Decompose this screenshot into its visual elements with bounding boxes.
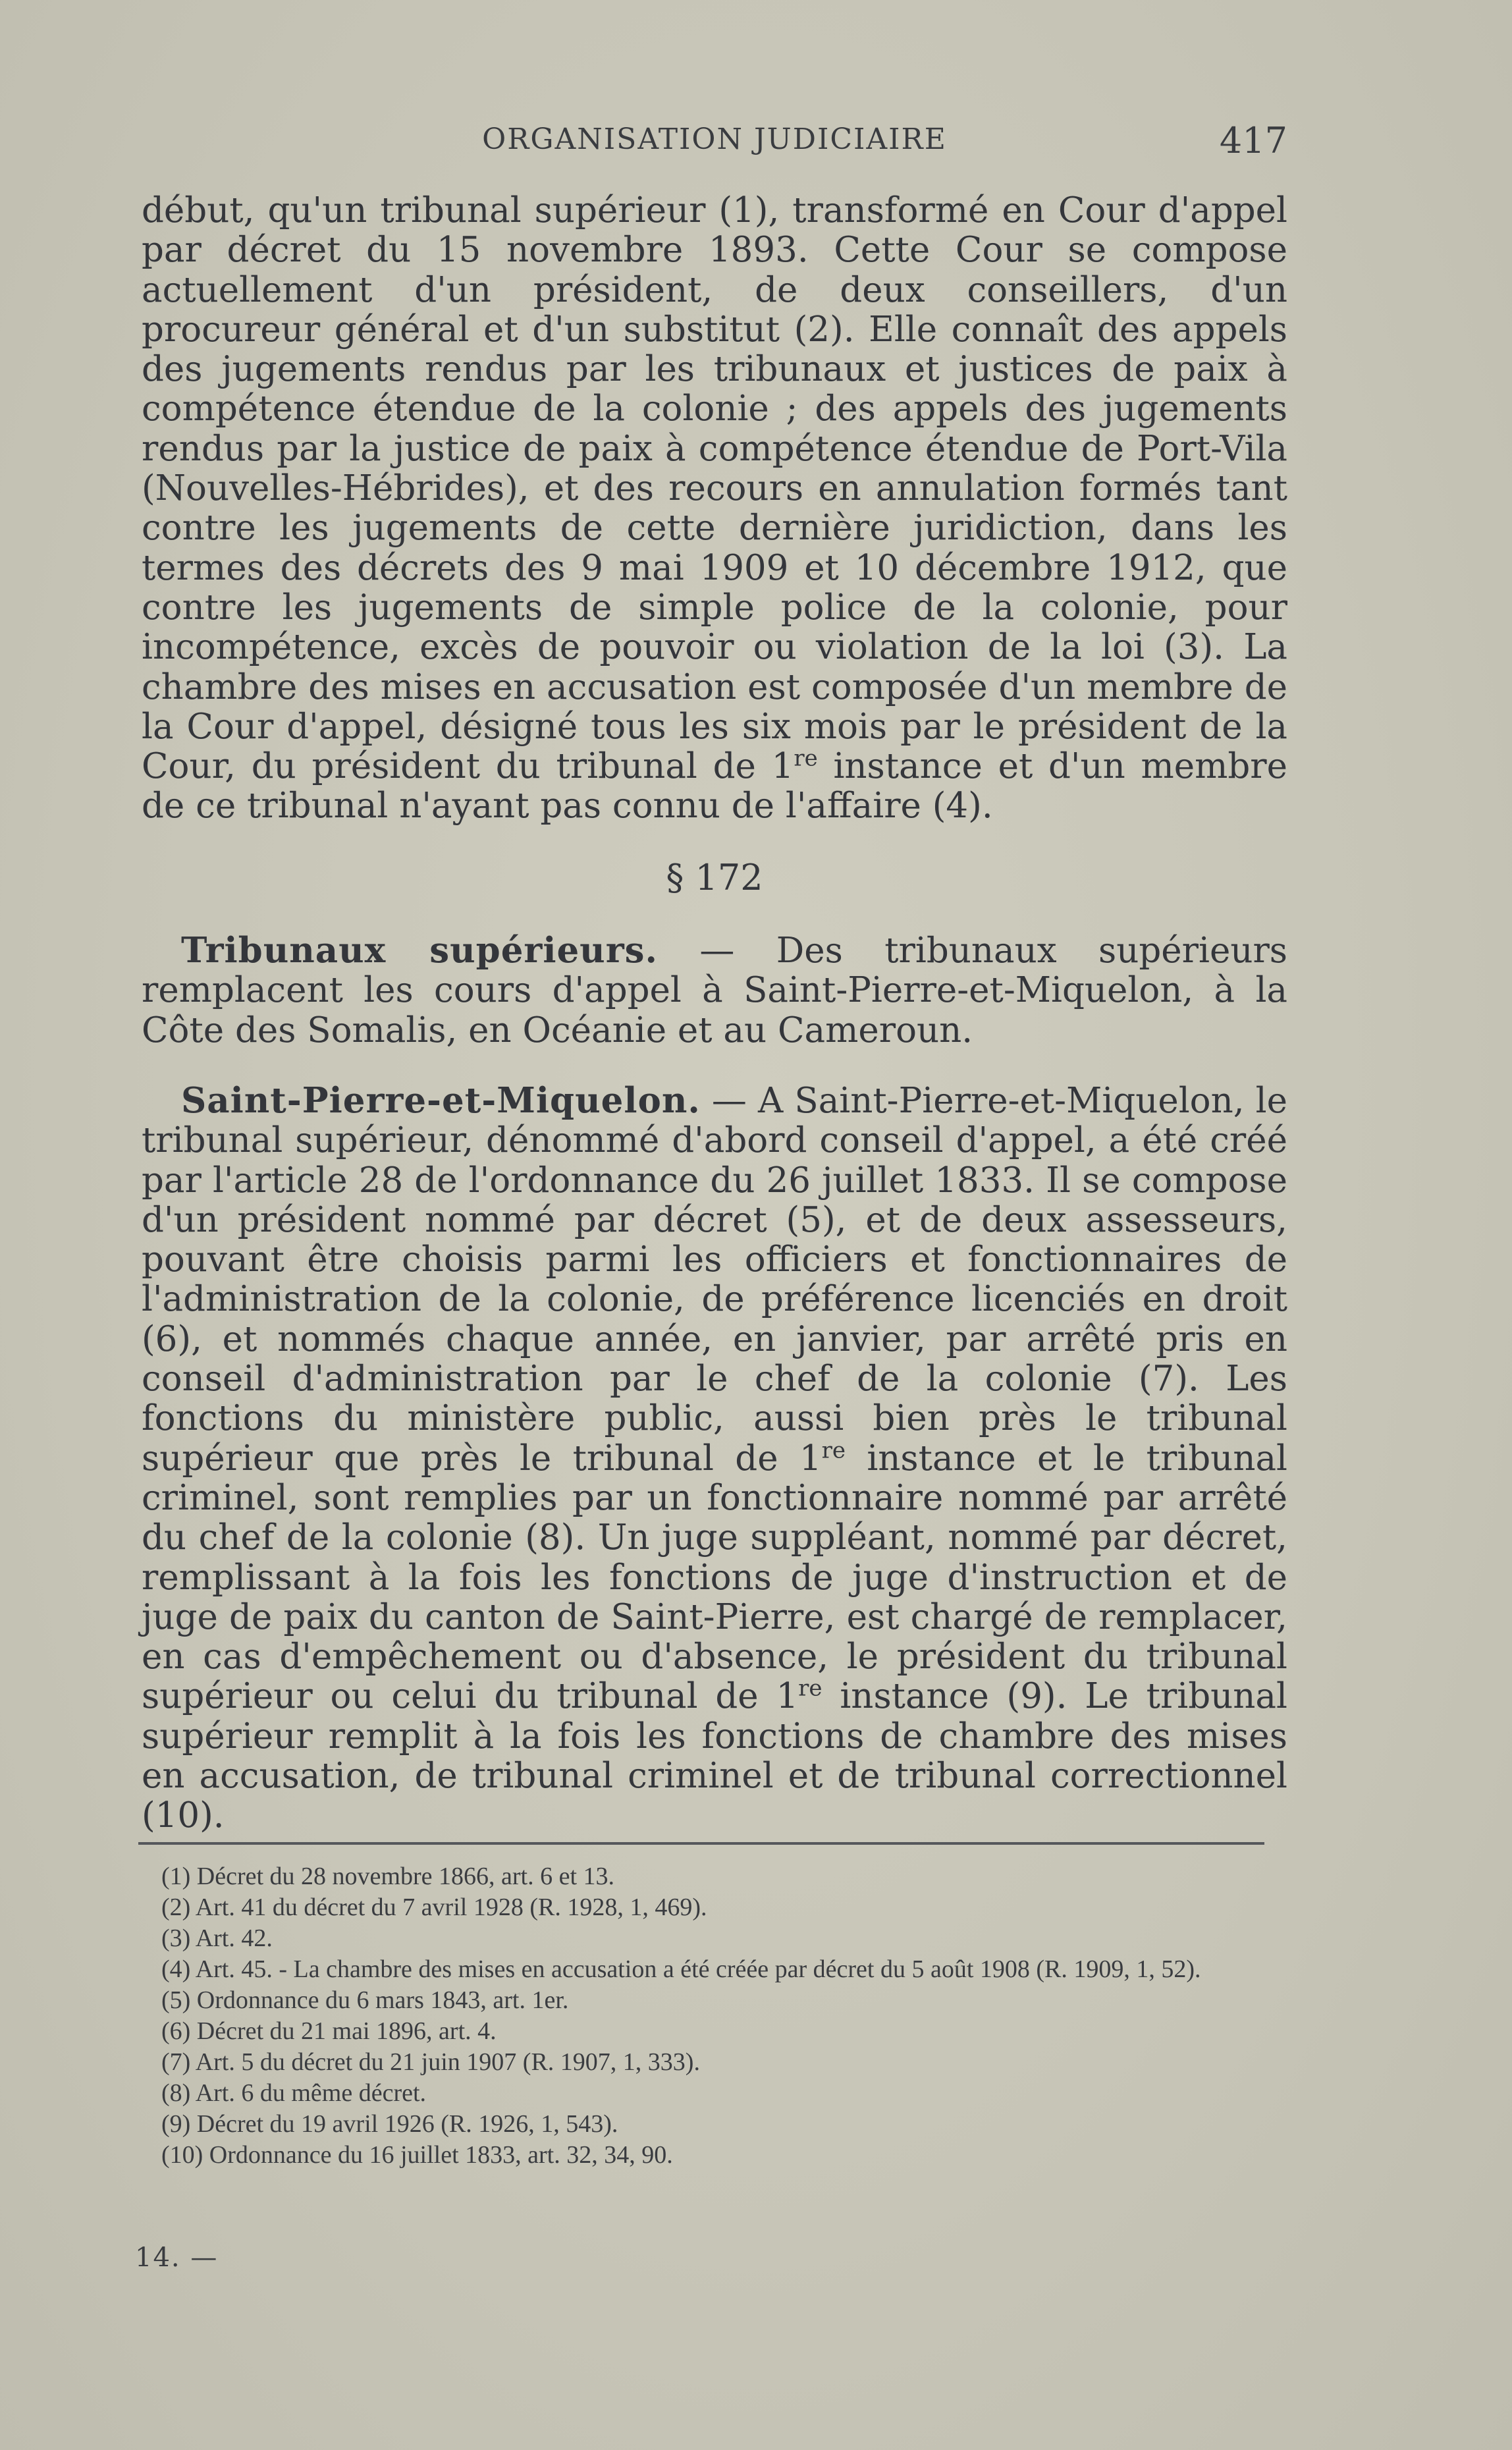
- page-number: 417: [1219, 120, 1287, 161]
- paragraph-lead: Saint-Pierre-et-Miquelon.: [181, 1079, 701, 1121]
- footnote: (1) Décret du 28 novembre 1866, art. 6 et 13.: [161, 1863, 615, 1890]
- superscript: re: [794, 745, 818, 772]
- footnote: (10) Ordonnance du 16 juillet 1833, art. 32, 34, 90.: [161, 2141, 673, 2169]
- section-heading: § 172: [666, 856, 763, 898]
- body-text: [142, 191, 1287, 1836]
- footnote: (7) Art. 5 du décret du 21 juin 1907 (R. 1907, 1, 333).: [161, 2048, 700, 2076]
- paragraph-text: instance et le tribunal criminel, sont remplies par un fonctionnaire nommé par arrêté du chef de la colonie (8). Un juge suppléant, nommé par décret, remplissant à la fois les fonctions de juge d'instruction et de juge de paix du canton de Saint-Pierre, est chargé de remplacer, en cas d'empêchement ou d'absence, le président du tribunal supérieur ou celui du tribunal de 1: [142, 1438, 1288, 1717]
- footnote: (4) Art. 45. - La chambre des mises en accusation a été créée par décret du 5 août 1908 (R. 1909, 1, 52).: [161, 1955, 1201, 1983]
- footnotes: [135, 1861, 1268, 2171]
- paragraph-text: instance et d'un membre de ce tribunal n'ayant pas connu de l'affaire (4).: [142, 746, 1287, 827]
- paragraph-text: — A Saint-Pierre-et-Miquelon, le tribunal supérieur, dénommé d'abord conseil d'appel, a été créé par l'article 28 de l'ordonnance du 26 juillet 1833. Il se compose d'un président nommé par décret (5), et de deux assesseurs, pouvant être choisis parmi les officiers et fonctionnaires de l'administration de la colonie, de préférence licenciés en droit (6), et nommés chaque année, en janvier, par arrêté pris en conseil d'administration par le chef de la colonie (7). Les fonctions du ministère public, aussi bien près le tribunal supérieur que près le tribunal de 1: [142, 1080, 1287, 1479]
- footnote: (8) Art. 6 du même décret.: [161, 2079, 427, 2107]
- footnote: (5) Ordonnance du 6 mars 1843, art. 1er.: [161, 1986, 569, 2014]
- running-title: ORGANISATION JUDICIAIRE: [482, 122, 947, 156]
- paragraph-lead: Tribunaux supérieurs.: [181, 930, 658, 971]
- paragraph-text: début, qu'un tribunal supérieur (1), transformé en Cour d'appel par décret du 15 novembre 1893. Cette Cour se compose actuellement d'un président, de deux conseillers, d'un procureur général et d'un substitut (2). Elle connaît des appels des jugements rendus par les tribunaux et justices de paix à compétence étendue de la colonie ; des appels des jugements rendus par la justice de paix à compétence étendue de Port-Vila (Nouvelles-Hébrides), et des recours en annulation formés tant contre les jugements de cette dernière juridiction, dans les termes des décrets des 9 mai 1909 et 10 décembre 1912, que contre les jugements de simple police de la colonie, pour incompétence, excès de pouvoir ou violation de la loi (3). La chambre des mises en accusation est composée d'un membre de la Cour d'appel, désigné tous les six mois par le président de la Cour, du président du tribunal de 1: [142, 190, 1287, 787]
- footnote: (9) Décret du 19 avril 1926 (R. 1926, 1, 543).: [161, 2110, 618, 2138]
- footnote-divider: [138, 1842, 1264, 1845]
- paragraph-cour-d-appel: [142, 191, 1287, 827]
- footnote: (3) Art. 42.: [161, 1924, 273, 1952]
- signature-mark: 14. —: [135, 2243, 219, 2273]
- superscript: re: [821, 1436, 846, 1463]
- paragraph-text: instance (9). Le tribunal supérieur remplit à la fois les fonctions de chambre des mises en accusation, de tribunal criminel et de tribunal correctionnel (10).: [142, 1676, 1287, 1836]
- paragraph-saint-pierre: [142, 1081, 1287, 1836]
- paragraph-tribunaux-superieurs: [142, 931, 1287, 1050]
- superscript: re: [798, 1675, 823, 1702]
- footnote: (6) Décret du 21 mai 1896, art. 4.: [161, 2017, 497, 2045]
- paragraph-text: — Des tribunaux supérieurs remplacent les cours d'appel à Saint-Pierre-et-Miquelon, à la Côte des Somalis, en Océanie et au Cameroun.: [142, 931, 1287, 1050]
- running-head: [142, 120, 1287, 166]
- footnote: (2) Art. 41 du décret du 7 avril 1928 (R. 1928, 1, 469).: [161, 1893, 707, 1921]
